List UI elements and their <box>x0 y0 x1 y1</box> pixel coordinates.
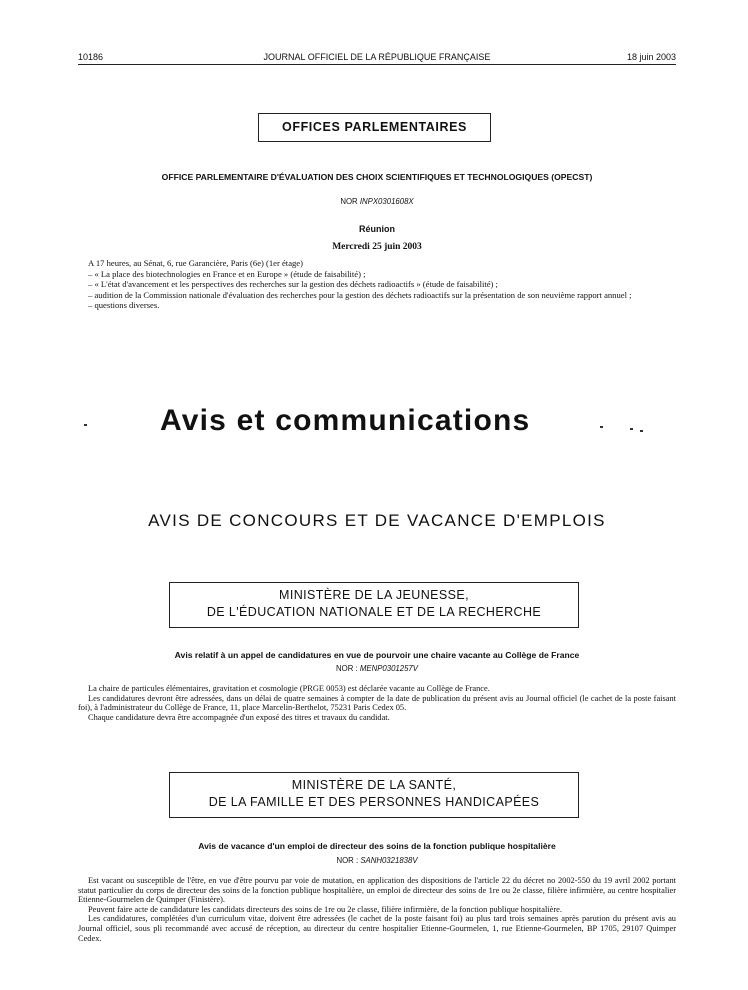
nor-code: INPX0301608X <box>359 197 414 206</box>
agenda-item: – « La place des biotechnologies en France et en Europe » (étude de faisabilité) ; <box>88 268 366 279</box>
agenda-item: – questions diverses. <box>88 300 160 310</box>
ministry-health-box <box>169 772 579 818</box>
nor-code: SANH0321838V <box>360 856 418 865</box>
print-speck <box>630 428 633 430</box>
agenda-item: – audition de la Commission nationale d'évaluation des recherches pour la gestion des déchets radioactifs sur la présentation de son neuvième rapport annuel ; <box>88 289 632 300</box>
notice-nor <box>78 856 676 865</box>
nor-label: NOR <box>340 197 358 206</box>
issue-date: 18 juin 2003 <box>626 52 676 62</box>
ministry-line: DE LA FAMILLE ET DES PERSONNES HANDICAPÉES <box>208 795 540 809</box>
reunion-heading: Réunion <box>359 224 395 234</box>
ministry-line: MINISTÈRE DE LA JEUNESSE, <box>279 588 469 602</box>
paragraph: Les candidatures, complétées d'un curriculum vitae, doivent être adressées (le cachet de la poste faisant foi) au plus tard trois semaines après parution du présent avis au Journal officiel, sous pli recommandé avec accusé de réception, au directeur du centre hospitalier Etienne-Gourmelen, 1, rue Etienne-Gourmelen, BP 1705, 29107 Quimper Cedex. <box>78 914 676 943</box>
page-number: 10186 <box>78 52 104 62</box>
agenda-item: – « L'état d'avancement et les perspectives des recherches sur la gestion des déchets radioactifs » (étude de faisabilité) ; <box>88 279 498 289</box>
notice-title: Avis de vacance d'un emploi de directeur des soins de la fonction publique hospitalière <box>198 841 556 851</box>
office-nor <box>78 197 676 206</box>
journal-title: JOURNAL OFFICIEL DE LA RÉPUBLIQUE FRANÇAISE <box>263 52 491 62</box>
notice-body <box>78 684 676 722</box>
office-name: OFFICE PARLEMENTAIRE D'ÉVALUATION DES CHOIX SCIENTIFIQUES ET TECHNOLOGIQUES (OPECST) <box>161 172 593 182</box>
ministry-line: MINISTÈRE DE LA SANTÉ, <box>291 778 457 792</box>
paragraph: La chaire de particules élémentaires, gravitation et cosmologie (PRGE 0053) est déclarée vacante au Collège de France. <box>88 684 490 693</box>
notice-body <box>78 876 676 943</box>
ministry-education-box <box>169 582 579 628</box>
print-speck <box>640 430 643 432</box>
concours-heading: AVIS DE CONCOURS ET DE VACANCE D'EMPLOIS <box>148 511 606 530</box>
ministry-line: DE L'ÉDUCATION NATIONALE ET DE LA RECHERCHE <box>206 605 542 619</box>
paragraph: Chaque candidature devra être accompagnée d'un exposé des titres et travaux du candidat. <box>88 712 390 722</box>
print-speck <box>600 426 603 428</box>
nor-label: NOR : <box>336 856 359 865</box>
paragraph: Peuvent faire acte de candidature les candidats directeurs des soins de 1re ou 2e classe, filière infirmière, de la fonction publique hospitalière. <box>88 904 562 914</box>
notice-nor <box>78 664 676 673</box>
notice-title: Avis relatif à un appel de candidatures en vue de pourvoir une chaire vacante au Collège de France <box>174 650 580 660</box>
print-speck <box>84 424 87 426</box>
paragraph: Les candidatures devront être adressées, dans un délai de quatre semaines à compter de la date de publication du présent avis au Journal officiel (le cachet de la poste faisant foi), à l'administrateur du Collège de France, 11, place Marcelin-Berthelot, 75231 Paris Cedex 05. <box>78 693 676 713</box>
agenda-intro: A 17 heures, au Sénat, 6, rue Garancière, Paris (6e) (1er étage) <box>88 258 303 268</box>
nor-label: NOR : <box>336 664 358 673</box>
agenda <box>88 258 676 311</box>
section-heading-avis: Avis et communications <box>160 404 531 437</box>
section-title-offices: OFFICES PARLEMENTAIRES <box>258 113 491 142</box>
nor-code: MENP0301257V <box>359 664 418 673</box>
header-rule <box>78 64 676 65</box>
paragraph: Est vacant ou susceptible de l'être, en vue d'être pourvu par voie de mutation, en application des dispositions de l'article 22 du décret no 2002-550 du 19 avril 2002 portant statut particulier du corps de directeur des soins de la fonction publique hospitalière, un emploi de directeur des soins de 1re ou 2e classe, filière infirmière, au centre hospitalier Etienne-Gourmelen de Quimper (Finistère). <box>78 876 676 905</box>
meeting-date: Mercredi 25 juin 2003 <box>332 242 422 252</box>
